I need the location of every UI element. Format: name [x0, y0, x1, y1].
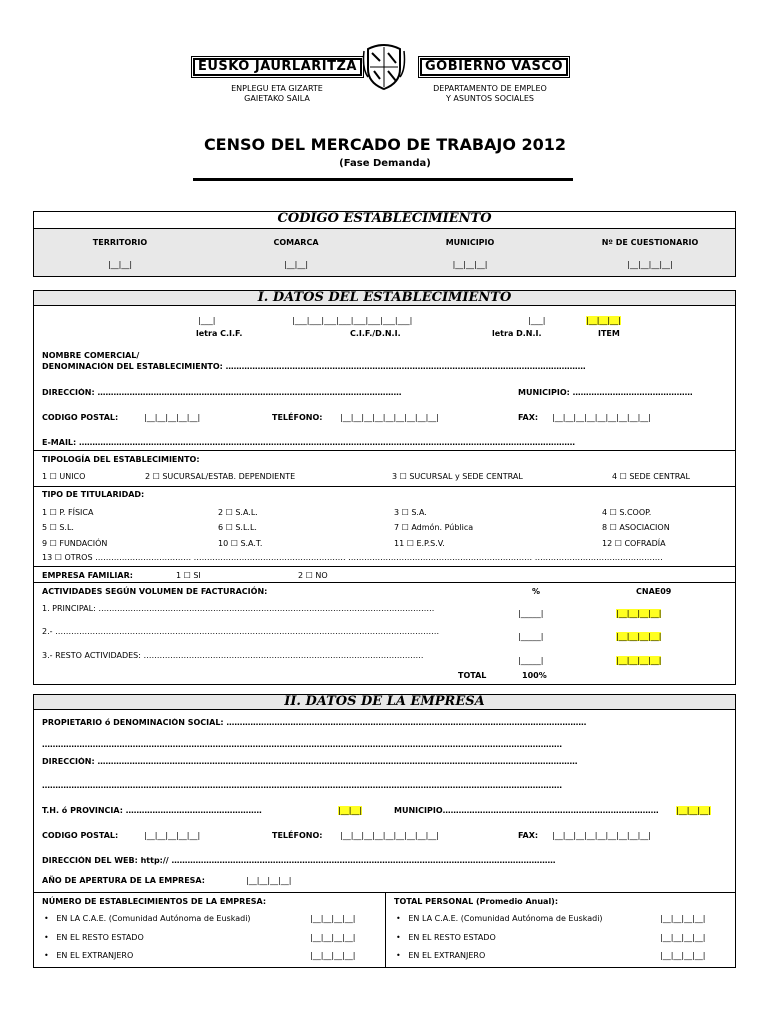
establecimientos-extranjero-input[interactable]: |__|__|__|__| — [310, 951, 356, 960]
titularidad-option[interactable]: 11 ☐ E.P.S.V. — [394, 539, 445, 548]
provincia-code-input[interactable]: |__|__| — [338, 806, 363, 815]
list-item: • EN EL EXTRANJERO — [44, 951, 134, 960]
titularidad-option[interactable]: 6 ☐ S.L.L. — [218, 523, 257, 532]
empresa-direccion-line2[interactable]: …………………………………………………………………………………………………………………………………………………………………………… — [42, 781, 562, 790]
sec2-title: II. DATOS DE LA EMPRESA — [284, 694, 485, 709]
web-field[interactable]: DIRECCIÓN DEL WEB: http:// ……………………………………………………………………………………………………………………………… — [42, 856, 556, 865]
col-territorio: TERRITORIO — [92, 238, 148, 247]
establecimientos-estado-input[interactable]: |__|__|__|__| — [310, 933, 356, 942]
familiar-si-option[interactable]: 1 ☐ SI — [176, 571, 201, 580]
tipologia-title: TIPOLOGÍA DEL ESTABLECIMIENTO: — [42, 455, 200, 464]
list-item: • EN EL RESTO ESTADO — [44, 933, 144, 942]
actividad-2-field[interactable]: 2.- ……………………………………………………………………………………………………………………………… — [42, 627, 440, 636]
personal-estado-input[interactable]: |__|__|__|__| — [660, 933, 706, 942]
actividades-title: ACTIVIDADES SEGÚN VOLUMEN DE FACTURACIÓN: — [42, 587, 268, 596]
comarca-input[interactable]: |__|__| — [283, 260, 309, 269]
titularidad-option[interactable]: 1 ☐ P. FÍSICA — [42, 508, 94, 517]
empresa-direccion-field[interactable]: DIRECCIÓN: ……………………………………………………………………………………………………………………………………………………………… — [42, 757, 578, 766]
empresa-cp-input[interactable]: |__|__|__|__|__| — [144, 831, 201, 840]
municipio-field[interactable]: MUNICIPIO: ……………………………………… — [518, 388, 693, 397]
page-subtitle: (Fase Demanda) — [339, 158, 431, 169]
dept-left-line2: GAIETAKO SAILA — [244, 94, 310, 103]
anio-input[interactable]: |__|__|__|__| — [246, 876, 292, 885]
sec1-title: I. DATOS DEL ESTABLECIMIENTO — [257, 290, 512, 305]
cnae-input[interactable]: |__|__|__|__| — [616, 632, 662, 641]
personal-cae-input[interactable]: |__|__|__|__| — [660, 914, 706, 923]
list-item: • EN LA C.A.E. (Comunidad Autónoma de Euskadi) — [44, 914, 251, 923]
dni-letra-input[interactable]: |___| — [528, 316, 546, 325]
provincia-field[interactable]: T.H. ó PROVINCIA: …………………………………………… — [42, 806, 262, 815]
cif-letra-label: letra C.I.F. — [196, 329, 243, 338]
propietario-field[interactable]: PROPIETARIO ó DENOMINACIÓN SOCIAL: ……………………………………………………………………………………………………………………… — [42, 718, 587, 727]
establecimientos-cae-input[interactable]: |__|__|__|__| — [310, 914, 356, 923]
dept-left-line1: ENPLEGU ETA GIZARTE — [231, 84, 323, 93]
titularidad-option[interactable]: 10 ☐ S.A.T. — [218, 539, 263, 548]
titularidad-option[interactable]: 3 ☐ S.A. — [394, 508, 427, 517]
cp-label: CODIGO POSTAL: — [42, 413, 119, 422]
dept-right-line2: Y ASUNTOS SOCIALES — [445, 94, 534, 103]
col-comarca: COMARCA — [273, 238, 319, 247]
cif-label: C.I.F./D.N.I. — [350, 329, 401, 338]
cp-input[interactable]: |__|__|__|__|__| — [144, 413, 201, 422]
actividad-resto-field[interactable]: 3.- RESTO ACTIVIDADES: …………………………………………………………………………………………… — [42, 651, 424, 660]
cnae-input[interactable]: |__|__|__|__| — [616, 609, 662, 618]
coat-of-arms-icon — [362, 43, 406, 91]
empresa-telefono-input[interactable]: |__|__|__|__|__|__|__|__|__| — [340, 831, 439, 840]
sec1-section — [33, 290, 736, 685]
tipologia-option-4[interactable]: 4 ☐ SEDE CENTRAL — [612, 472, 690, 481]
titularidad-title: TIPO DE TITULARIDAD: — [42, 490, 145, 499]
titularidad-option[interactable]: 5 ☐ S.L. — [42, 523, 74, 532]
list-item: • EN EL EXTRANJERO — [396, 951, 486, 960]
logo-left-text: EUSKO JAURLARITZA — [193, 58, 362, 76]
item-label: ITEM — [598, 329, 620, 338]
titularidad-option[interactable]: 2 ☐ S.A.L. — [218, 508, 258, 517]
tipologia-option-2[interactable]: 2 ☐ SUCURSAL/ESTAB. DEPENDIENTE — [145, 472, 296, 481]
anio-label: AÑO DE APERTURA DE LA EMPRESA: — [42, 876, 205, 885]
actividad-principal-field[interactable]: 1. PRINCIPAL: ……………………………………………………………………………………………………………… — [42, 604, 435, 613]
empresa-fax-input[interactable]: |__|__|__|__|__|__|__|__|__| — [552, 831, 651, 840]
fax-input[interactable]: |__|__|__|__|__|__|__|__|__| — [552, 413, 651, 422]
tipologia-option-3[interactable]: 3 ☐ SUCURSAL y SEDE CENTRAL — [392, 472, 523, 481]
col-municipio: MUNICIPIO — [445, 238, 495, 247]
tipologia-option-1[interactable]: 1 ☐ UNICO — [42, 472, 86, 481]
total-label: TOTAL — [458, 671, 487, 680]
personal-extranjero-input[interactable]: |__|__|__|__| — [660, 951, 706, 960]
telefono-label: TELÉFONO: — [272, 413, 323, 422]
empresa-telefono-label: TELÉFONO: — [272, 831, 323, 840]
list-item: • EN LA C.A.E. (Comunidad Autónoma de Euskadi) — [396, 914, 603, 923]
pct-header: % — [532, 587, 541, 596]
nombre-comercial-label: NOMBRE COMERCIAL/ — [42, 351, 140, 360]
list-item: • EN EL RESTO ESTADO — [396, 933, 496, 942]
item-input[interactable]: |__|__|__| — [586, 316, 621, 325]
titularidad-option[interactable]: 12 ☐ COFRADÍA — [602, 539, 666, 548]
fax-label: FAX: — [518, 413, 539, 422]
cuestionario-input[interactable]: |__|__|__|__| — [627, 260, 673, 269]
cif-input[interactable]: |___|___|___|___|___|___|___|___| — [292, 316, 413, 325]
total-value: 100% — [522, 671, 547, 680]
total-personal-title: TOTAL PERSONAL (Promedio Anual): — [394, 897, 559, 906]
page-title: CENSO DEL MERCADO DE TRABAJO 2012 — [203, 135, 567, 154]
empresa-municipio-field[interactable]: MUNICIPIO……………………………………………………………………… — [394, 806, 659, 815]
titularidad-option[interactable]: 9 ☐ FUNDACIÓN — [42, 539, 108, 548]
dept-right-line1: DEPARTAMENTO DE EMPLEO — [433, 84, 547, 93]
dni-letra-label: letra D.N.I. — [492, 329, 542, 338]
email-field[interactable]: E-MAIL: …………………………………………………………………………………………………………………………………………………………………… — [42, 438, 575, 447]
titularidad-option[interactable]: 7 ☐ Admón. Pública — [394, 523, 474, 532]
direccion-field[interactable]: DIRECCIÓN: …………………………………………………………………………………………………… — [42, 388, 402, 397]
familiar-no-option[interactable]: 2 ☐ NO — [298, 571, 328, 580]
titularidad-option[interactable]: 4 ☐ S.COOP. — [602, 508, 652, 517]
logo-right-text: GOBIERNO VASCO — [420, 58, 568, 76]
territorio-input[interactable]: |__|__| — [107, 260, 133, 269]
denominacion-field[interactable]: DENOMINACIÓN DEL ESTABLECIMIENTO: ……………………………………………………………………………………………………………………… — [42, 362, 586, 371]
propietario-field-line2[interactable]: …………………………………………………………………………………………………………………………………………………………………………… — [42, 740, 562, 749]
title-underline — [193, 178, 573, 181]
codigo-title: CODIGO ESTABLECIMIENTO — [277, 211, 492, 226]
cif-letra-input[interactable]: |___| — [198, 316, 216, 325]
titularidad-option[interactable]: 8 ☐ ASOCIACION — [602, 523, 670, 532]
municipio-code-input[interactable]: |__|__|__| — [452, 260, 488, 269]
cnae-header: CNAE09 — [636, 587, 672, 596]
empresa-cp-label: CODIGO POSTAL: — [42, 831, 119, 840]
empresa-municipio-code-input[interactable]: |__|__|__| — [676, 806, 711, 815]
familiar-label: EMPRESA FAMILIAR: — [42, 571, 133, 580]
col-cuestionario: Nº DE CUESTIONARIO — [601, 238, 699, 247]
pct-input[interactable]: |_____| — [518, 632, 544, 641]
telefono-input[interactable]: |__|__|__|__|__|__|__|__|__| — [340, 413, 439, 422]
pct-input[interactable]: |_____| — [518, 609, 544, 618]
empresa-fax-label: FAX: — [518, 831, 539, 840]
pct-input[interactable]: |_____| — [518, 656, 544, 665]
num-establecimientos-title: NÚMERO DE ESTABLECIMIENTOS DE LA EMPRESA: — [42, 897, 267, 906]
titularidad-otros-field[interactable]: 13 ☐ OTROS ……………………………… ………………………………………………… …………………………………………………………… ………………………………………… — [42, 553, 663, 562]
cnae-input[interactable]: |__|__|__|__| — [616, 656, 662, 665]
